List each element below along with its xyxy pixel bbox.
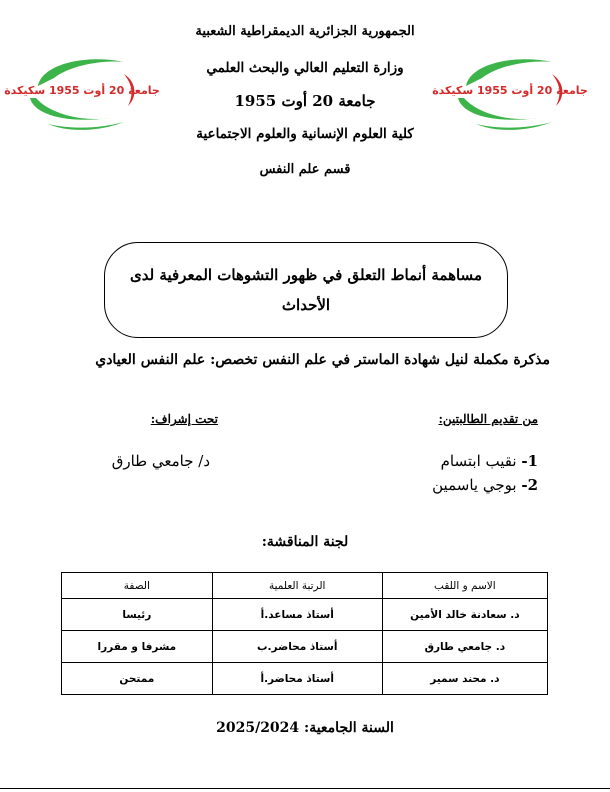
table-row [62, 631, 548, 663]
university-logo-right [432, 52, 588, 134]
member-role: رئيسا [62, 599, 213, 631]
member-name: د. محند سمير [382, 663, 547, 695]
academic-year [180, 720, 430, 736]
student-name: بوجي ياسمين [432, 476, 517, 494]
student-item [330, 476, 538, 494]
thesis-subtitle: مذكرة مكملة لنيل شهادة الماستر في علم النفس تخصص: علم النفس العيادي [95, 352, 550, 368]
department-name: قسم علم النفس [259, 162, 351, 177]
academic-year-value: 2025/2024 [216, 720, 300, 736]
member-name: د. جامعي طارق [382, 631, 547, 663]
table-row [62, 663, 548, 695]
column-header: الصفة [62, 573, 213, 599]
supervisor-label: تحت إشراف: [150, 412, 218, 426]
bottom-divider [0, 788, 610, 789]
academic-year-label: السنة الجامعية: [304, 720, 394, 736]
thesis-title-box [104, 242, 508, 338]
university-logo-left [4, 52, 160, 134]
member-name: د. سعادنة خالد الأمين [382, 599, 547, 631]
table-header-row [62, 573, 548, 599]
thesis-title: مساهمة أنماط التعلق في ظهور التشوهات المعرفية لدى الأحداث [130, 266, 482, 314]
logo-text: جامعة 20 أوت 1955 سكيكدة [432, 84, 588, 97]
member-rank: أستاذ محاضر.أ [212, 663, 382, 695]
university-name: جامعة 20 أوت 1955 [234, 92, 376, 110]
supervisor-name: د/ جامعي طارق [111, 452, 210, 470]
student-number: 1- [521, 452, 538, 470]
student-name: نقيب ابتسام [440, 452, 517, 470]
member-rank: أستاذ محاضر.ب [212, 631, 382, 663]
ministry-name: وزارة التعليم العالي والبحث العلمي [206, 60, 404, 76]
member-role: مشرفا و مقررا [62, 631, 213, 663]
student-number: 2- [521, 476, 538, 494]
committee-table [61, 572, 548, 695]
table-row [62, 599, 548, 631]
member-rank: أستاذ مساعد.أ [212, 599, 382, 631]
committee-label: لجنة المناقشة: [261, 534, 349, 550]
faculty-name: كلية العلوم الإنسانية والعلوم الاجتماعية [196, 126, 414, 142]
student-item [330, 452, 538, 470]
member-role: ممتحن [62, 663, 213, 695]
column-header: الرتبة العلمية [212, 573, 382, 599]
students-label: من تقديم الطالبتين: [438, 412, 538, 426]
republic-name: الجمهورية الجزائرية الديمقراطية الشعبية [195, 24, 415, 39]
logo-text: جامعة 20 أوت 1955 سكيكدة [4, 84, 160, 97]
column-header: الاسم و اللقب [382, 573, 547, 599]
